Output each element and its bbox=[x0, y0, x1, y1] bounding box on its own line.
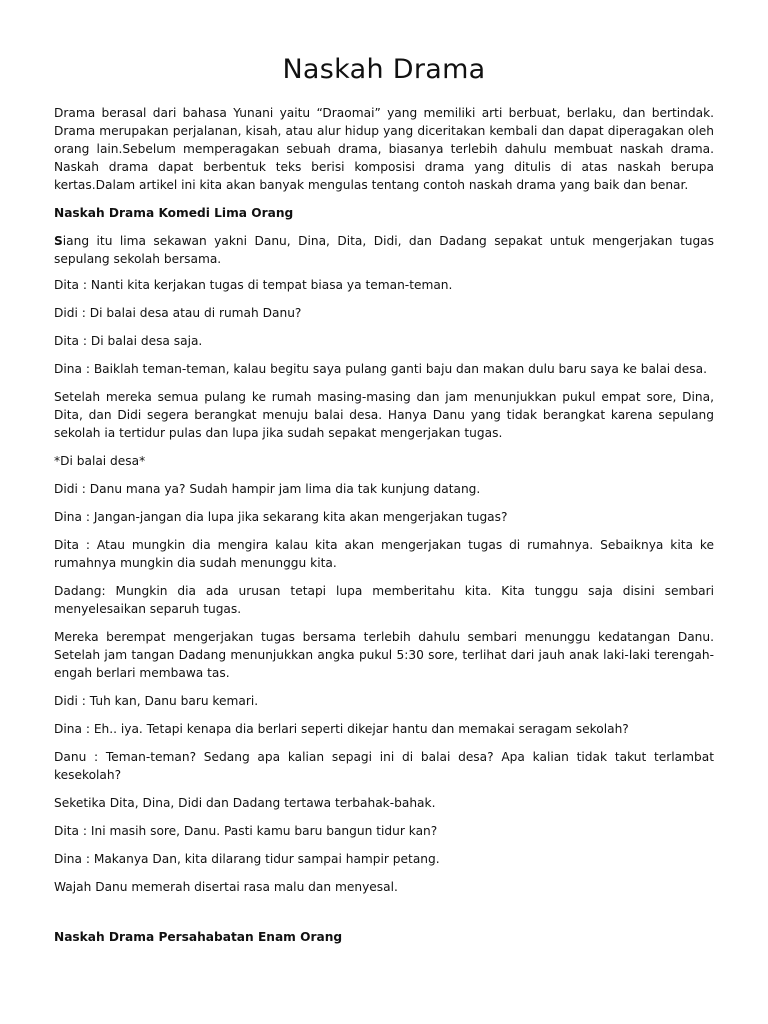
drop-cap-letter: S bbox=[54, 234, 63, 248]
dialogue-paragraph: Didi : Tuh kan, Danu baru kemari. bbox=[54, 694, 259, 708]
dialogue-paragraph: Dita : Ini masih sore, Danu. Pasti kamu baru bangun tidur kan? bbox=[54, 824, 438, 838]
dialogue-paragraph: Dita : Atau mungkin dia mengira kalau kita akan mengerjakan tugas di rumahnya. Sebaiknya kita ke rumahnya mungkin dia sudah menunggu kita. bbox=[54, 538, 714, 570]
dialogue-paragraph: Dina : Eh.. iya. Tetapi kenapa dia berlari seperti dikejar hantu dan memakai seragam sekolah? bbox=[54, 722, 629, 736]
narration-paragraph: Wajah Danu memerah disertai rasa malu dan menyesal. bbox=[54, 880, 398, 894]
dialogue-paragraph: Dina : Makanya Dan, kita dilarang tidur sampai hampir petang. bbox=[54, 852, 440, 866]
dialogue-paragraph: Dina : Baiklah teman-teman, kalau begitu saya pulang ganti baju dan makan dulu baru saya ke balai desa. bbox=[54, 362, 707, 376]
dialogue-paragraph: Didi : Danu mana ya? Sudah hampir jam lima dia tak kunjung datang. bbox=[54, 482, 481, 496]
narration-paragraph: Mereka berempat mengerjakan tugas bersama terlebih dahulu sembari menunggu kedatangan Danu. Setelah jam tangan Dadang menunjukkan angka pukul 5:30 sore, terlihat dari jauh anak laki-laki terengah-engah berlari membawa tas. bbox=[54, 630, 714, 680]
intro-paragraph: Drama berasal dari bahasa Yunani yaitu “Draomai” yang memiliki arti berbuat, berlaku, dan bertindak. Drama merupakan perjalanan, kisah, atau alur hidup yang diceritakan kembali dan dapat diperagakan oleh orang lain.Sebelum memperagakan sebuah drama, biasanya terlebih dahulu membuat naskah drama. Naskah drama dapat berbentuk teks berisi komposisi drama yang ditulis di atas naskah berupa kertas.Dalam artikel ini kita akan banyak mengulas tentang contoh naskah drama yang baik dan benar. bbox=[54, 106, 714, 192]
opening-paragraph bbox=[54, 232, 714, 268]
dialogue-paragraph: Dita : Nanti kita kerjakan tugas di tempat biasa ya teman-teman. bbox=[54, 278, 453, 292]
dialogue-paragraph: Dadang: Mungkin dia ada urusan tetapi lupa memberitahu kita. Kita tunggu saja disini sembari menyelesaikan separuh tugas. bbox=[54, 584, 714, 616]
dialogue-paragraph: Didi : Di balai desa atau di rumah Danu? bbox=[54, 306, 302, 320]
dialogue-paragraph: Dina : Jangan-jangan dia lupa jika sekarang kita akan mengerjakan tugas? bbox=[54, 510, 508, 524]
dialogue-paragraph: Dita : Di balai desa saja. bbox=[54, 334, 203, 348]
page-title: Naskah Drama bbox=[282, 54, 486, 85]
section-heading-persahabatan: Naskah Drama Persahabatan Enam Orang bbox=[54, 930, 343, 944]
opening-paragraph-text: iang itu lima sekawan yakni Danu, Dina, Dita, Didi, dan Dadang sepakat untuk mengerjakan tugas sepulang sekolah bersama. bbox=[54, 234, 714, 266]
narration-paragraph: Setelah mereka semua pulang ke rumah masing-masing dan jam menunjukkan pukul empat sore, Dina, Dita, dan Didi segera berangkat menuju balai desa. Hanya Danu yang tidak berangkat karena sepulang sekolah ia tertidur pulas dan lupa jika sudah sepakat mengerjakan tugas. bbox=[54, 390, 714, 440]
dialogue-paragraph: Danu : Teman-teman? Sedang apa kalian sepagi ini di balai desa? Apa kalian tidak takut terlambat kesekolah? bbox=[54, 750, 714, 782]
scene-direction: *Di balai desa* bbox=[54, 454, 146, 468]
narration-paragraph: Seketika Dita, Dina, Didi dan Dadang tertawa terbahak-bahak. bbox=[54, 796, 436, 810]
section-heading-komedi: Naskah Drama Komedi Lima Orang bbox=[54, 206, 294, 220]
